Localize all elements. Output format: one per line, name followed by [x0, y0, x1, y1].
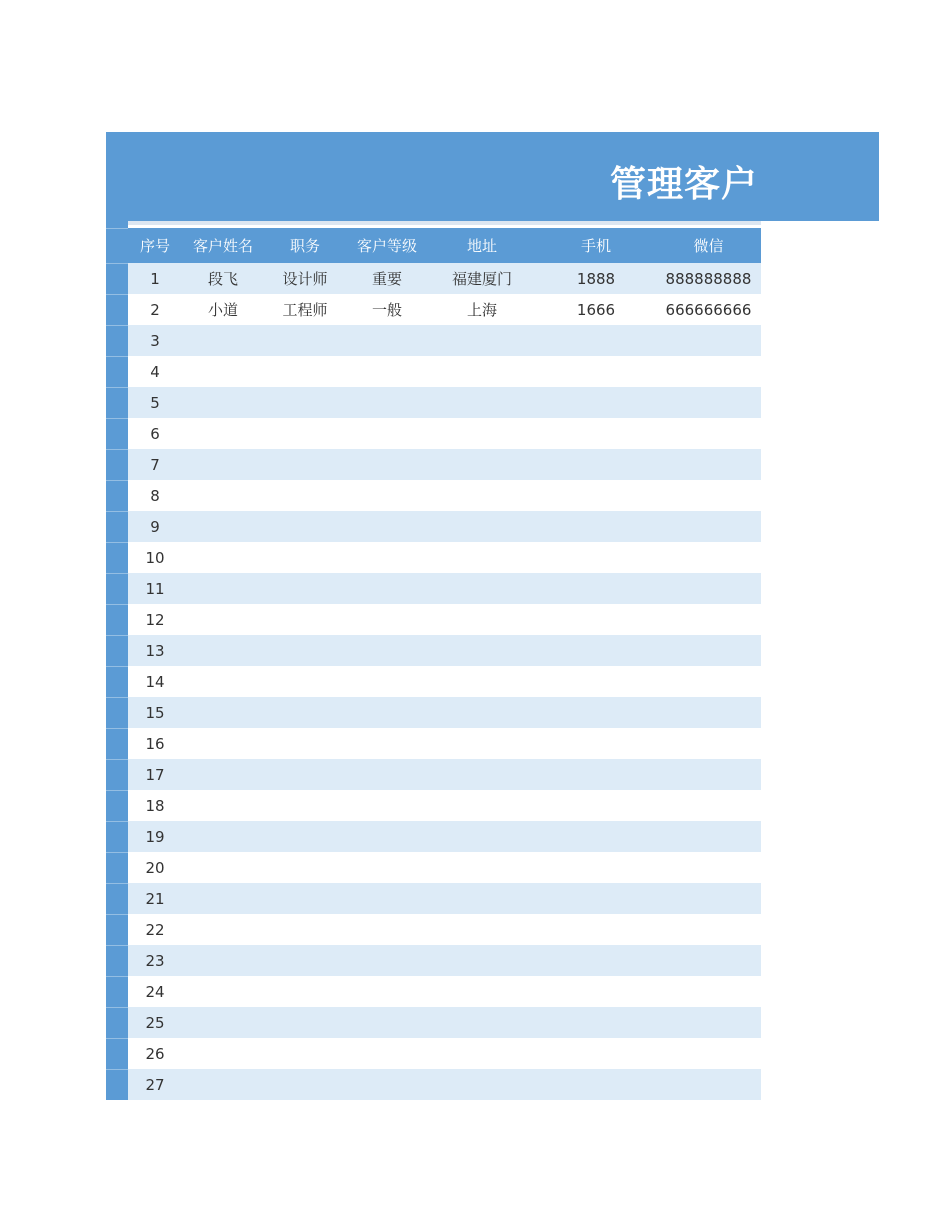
header-cell-index: 序号 — [139, 237, 170, 255]
table-row — [128, 852, 761, 883]
sheet-title: 管理客户 — [610, 164, 759, 205]
cell-wechat[interactable]: 888888888 — [665, 269, 752, 288]
cell-position[interactable]: 设计师 — [282, 270, 328, 288]
bar-tick — [106, 418, 128, 419]
separator-line — [128, 221, 761, 225]
bar-tick — [106, 449, 128, 450]
bar-tick — [106, 635, 128, 636]
table-row — [128, 449, 761, 480]
cell-name[interactable]: 小道 — [207, 301, 238, 319]
table-row — [128, 480, 761, 511]
bar-tick — [106, 759, 128, 760]
header-cell-phone: 手机 — [580, 237, 611, 255]
table-row — [128, 325, 761, 356]
cell-index[interactable]: 13 — [145, 641, 165, 660]
cell-level[interactable]: 重要 — [371, 270, 402, 288]
table-row — [128, 790, 761, 821]
table-row — [128, 1038, 761, 1069]
table-row — [128, 511, 761, 542]
header-cell-wechat: 微信 — [693, 237, 724, 255]
bar-tick — [106, 883, 128, 884]
cell-index[interactable]: 14 — [145, 672, 165, 691]
title-banner — [106, 132, 879, 221]
bar-tick — [106, 542, 128, 543]
table-row — [128, 666, 761, 697]
table-row — [128, 356, 761, 387]
cell-index[interactable]: 1 — [150, 269, 160, 288]
left-accent-bar — [106, 221, 128, 1100]
cell-index[interactable]: 20 — [145, 858, 165, 877]
cell-index[interactable]: 17 — [145, 765, 165, 784]
cell-address[interactable]: 福建厦门 — [451, 270, 512, 288]
header-cell-address: 地址 — [466, 237, 497, 255]
bar-tick — [106, 604, 128, 605]
cell-index[interactable]: 23 — [145, 951, 165, 970]
table-row — [128, 263, 761, 294]
bar-tick — [106, 821, 128, 822]
bar-tick — [106, 790, 128, 791]
table-row — [128, 759, 761, 790]
bar-tick — [106, 728, 128, 729]
table-row — [128, 728, 761, 759]
header-cell-position: 职务 — [289, 237, 320, 255]
cell-index[interactable]: 9 — [150, 517, 160, 536]
cell-index[interactable]: 4 — [150, 362, 160, 381]
table-row — [128, 387, 761, 418]
bar-tick — [106, 325, 128, 326]
title-clip — [600, 150, 762, 210]
cell-index[interactable]: 12 — [145, 610, 165, 629]
bar-tick — [106, 1007, 128, 1008]
bar-tick — [106, 852, 128, 853]
table-row — [128, 635, 761, 666]
cell-index[interactable]: 27 — [145, 1075, 165, 1094]
cell-phone[interactable]: 1888 — [576, 269, 616, 288]
bar-tick — [106, 263, 128, 264]
bar-tick — [106, 356, 128, 357]
cell-index[interactable]: 3 — [150, 331, 160, 350]
bar-tick — [106, 945, 128, 946]
header-cell-level: 客户等级 — [356, 237, 417, 255]
cell-index[interactable]: 8 — [150, 486, 160, 505]
table-row — [128, 604, 761, 635]
cell-phone[interactable]: 1666 — [576, 300, 616, 319]
header-cell-name: 客户姓名 — [192, 237, 253, 255]
cell-index[interactable]: 19 — [145, 827, 165, 846]
bar-tick — [106, 480, 128, 481]
table-header-row — [128, 228, 761, 263]
cell-index[interactable]: 2 — [150, 300, 160, 319]
bar-tick — [106, 976, 128, 977]
table-body — [128, 263, 761, 1100]
bar-tick — [106, 666, 128, 667]
cell-wechat[interactable]: 666666666 — [665, 300, 752, 319]
table-row — [128, 573, 761, 604]
cell-index[interactable]: 21 — [145, 889, 165, 908]
cell-level[interactable]: 一般 — [371, 301, 402, 319]
table-row — [128, 1007, 761, 1038]
table-row — [128, 883, 761, 914]
cell-address[interactable]: 上海 — [466, 301, 497, 319]
cell-index[interactable]: 7 — [150, 455, 160, 474]
table-row — [128, 294, 761, 325]
cell-index[interactable]: 22 — [145, 920, 165, 939]
table-row — [128, 976, 761, 1007]
cell-index[interactable]: 6 — [150, 424, 160, 443]
bar-tick — [106, 573, 128, 574]
cell-index[interactable]: 24 — [145, 982, 165, 1001]
table-row — [128, 542, 761, 573]
cell-position[interactable]: 工程师 — [282, 301, 328, 319]
cell-index[interactable]: 10 — [145, 548, 165, 567]
table-row — [128, 914, 761, 945]
cell-index[interactable]: 5 — [150, 393, 160, 412]
table-row — [128, 418, 761, 449]
bar-tick — [106, 1038, 128, 1039]
table-row — [128, 821, 761, 852]
table-row — [128, 697, 761, 728]
bar-tick — [106, 228, 128, 229]
bar-tick — [106, 511, 128, 512]
bar-tick — [106, 697, 128, 698]
header-separator — [128, 221, 761, 228]
bar-tick — [106, 914, 128, 915]
customer-table — [128, 228, 761, 1100]
cell-index[interactable]: 11 — [145, 579, 165, 598]
bar-tick — [106, 1069, 128, 1070]
table-row — [128, 1069, 761, 1100]
cell-name[interactable]: 段飞 — [207, 270, 238, 288]
bar-tick — [106, 294, 128, 295]
bar-tick — [106, 387, 128, 388]
cell-index[interactable]: 26 — [145, 1044, 165, 1063]
table-row — [128, 945, 761, 976]
cell-index[interactable]: 18 — [145, 796, 165, 815]
cell-index[interactable]: 25 — [145, 1013, 165, 1032]
cell-index[interactable]: 15 — [145, 703, 165, 722]
cell-index[interactable]: 16 — [145, 734, 165, 753]
